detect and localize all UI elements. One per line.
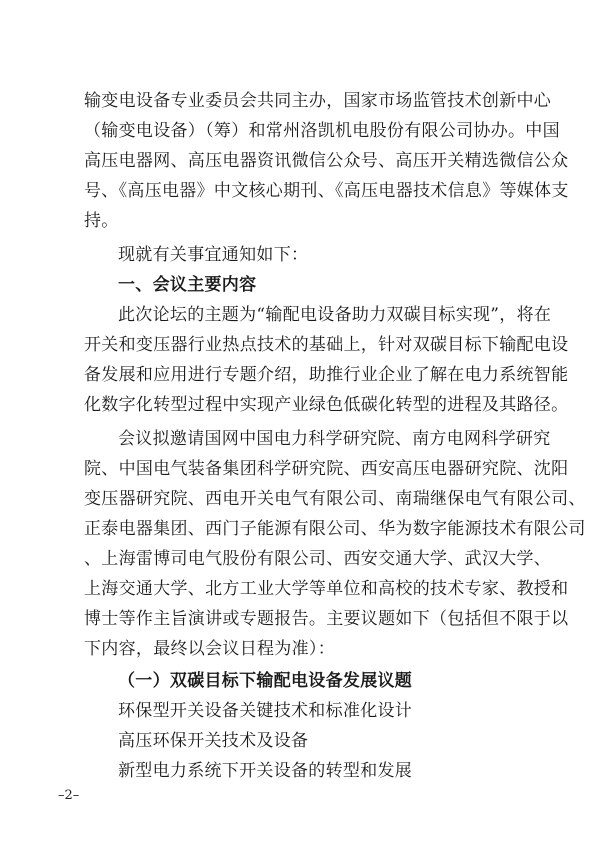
page-number: –2– <box>58 788 80 803</box>
paragraph-2-line-3: 备发展和应用进行专题介绍，助推行业企业了解在电力系统智能 <box>84 365 569 385</box>
paragraph-3-line-1: 会议拟邀请国网中国电力科学研究院、南方电网科学研究 <box>118 429 551 449</box>
section-1-heading: 一、会议主要内容 <box>118 275 257 295</box>
notice-line: 现就有关事宜通知如下： <box>118 245 309 265</box>
paragraph-3-line-2: 院、中国电气装备集团科学研究院、西安高压电器研究院、沈阳 <box>84 459 569 479</box>
paragraph-3-line-8: 下内容，最终以会议日程为准）： <box>84 639 335 659</box>
paragraph-2-line-4: 化数字化转型过程中实现产业绿色低碳化转型的进程及其路径。 <box>84 395 569 415</box>
topic-item: 环保型开关设备关键技术和标准化设计 <box>118 701 413 721</box>
topic-item: 新型电力系统下开关设备的转型和发展 <box>118 761 413 781</box>
paragraph-1-line-3: 高压电器网、高压电器资讯微信公众号、高压开关精选微信公众 <box>84 151 569 171</box>
paragraph-3-line-4: 正泰电器集团、西门子能源有限公司、华为数字能源技术有限公司 <box>84 519 586 539</box>
paragraph-3-line-7: 博士等作主旨演讲或专题报告。主要议题如下（包括但不限于以 <box>84 609 569 629</box>
paragraph-2-line-1: 此次论坛的主题为“输配电设备助力双碳目标实现”，将在 <box>118 305 552 325</box>
topic-item: 高压环保开关技术及设备 <box>118 731 309 751</box>
subsection-1-heading: （一）双碳目标下输配电设备发展议题 <box>118 671 413 691</box>
paragraph-1-line-2: （输变电设备）（筹）和常州洛凯机电股份有限公司协办。中国 <box>84 121 560 141</box>
paragraph-1-line-5: 持。 <box>84 211 119 231</box>
paragraph-2-line-2: 开关和变压器行业热点技术的基础上，针对双碳目标下输配电设 <box>84 335 569 355</box>
paragraph-1-line-1: 输变电设备专业委员会共同主办，国家市场监管技术创新中心 <box>84 91 552 111</box>
paragraph-3-line-3: 变压器研究院、西电开关电气有限公司、南瑞继保电气有限公司、 <box>84 489 586 509</box>
paragraph-3-line-6: 上海交通大学、北方工业大学等单位和高校的技术专家、教授和 <box>84 579 569 599</box>
paragraph-3-line-5: 、上海雷博司电气股份有限公司、西安交通大学、武汉大学、 <box>84 549 552 569</box>
paragraph-1-line-4: 号、《高压电器》中文核心期刊、《高压电器技术信息》等媒体支 <box>84 181 569 201</box>
